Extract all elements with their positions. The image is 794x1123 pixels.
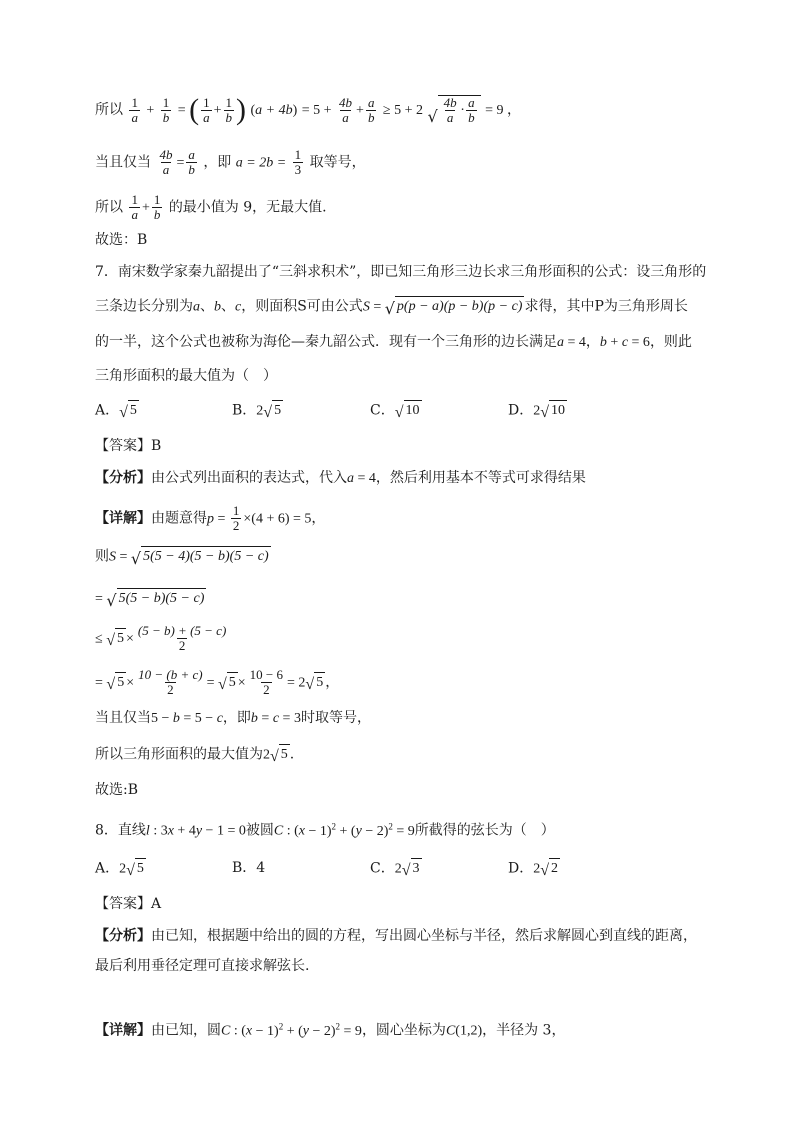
detail-text-radius: ，半径为 3， [482,1022,566,1039]
text-ie-2: ，即 [222,710,251,726]
q8-option-d: D．2 √ 2 [508,858,560,880]
q8-option-a: A．2 √ 5 [95,858,146,880]
text-a-eq-2b: a = 2b = [235,155,287,171]
analysis-text-b: ，然后利用基本不等式可求得结果 [375,470,586,486]
choose-b-line: 故选：B [95,232,148,248]
q7-analysis: 【分析】由公式列出面积的表达式，代入a = 4，然后利用基本不等式可求得结果 [95,470,586,486]
text-line: 8．直线 [95,822,146,839]
q7-choose: 故选:B [95,782,139,798]
text-where-p: 求得，其中P为三角形周长 [524,298,688,315]
text-chord: 所截得的弦长为（ ） [414,822,555,839]
text-a-plus-4b: a + 4b [255,103,293,118]
q8-analysis-2: 最后利用垂径定理可直接求解弦长. [95,958,310,974]
sqrt-product: √ $\frac{4b}{a}$ · $\frac{a}{b}$ [427,95,480,125]
q8-option-c: C．2 √ 3 [370,858,422,880]
detail-text-circle: 由已知，圆 [151,1022,221,1039]
q7-option-c: C． √ 10 [370,400,422,421]
text-max: 所以三角形面积的最大值为 [95,746,263,763]
q7-step-3: ≤ √ 5 × $\frac{(5 - b) + (5 - c)}{2}$ [95,623,227,653]
text-eq-9: = 9 ， [485,103,521,118]
text-so: 所以 [95,102,123,118]
equality-condition-line: 当且仅当 $\frac{4b}{a}$ = $\frac{a}{b}$ ，即 a = 2b = $\frac{1}{3}$ 取等号， [95,147,366,177]
inequality-line: 所以 $\frac{1}{a}$ + $\frac{1}{b}$ = ( $\frac{1}{a}$ + $\frac{1}{b}$ ) (a + 4b) = 5 + $\frac{4b}{a}$ + $\frac{a}{b}$ ≥ 5 + 2 √ $\frac{4b}{a}$ · $\frac{a}{b}$ = 9 ， [95,93,521,126]
q7-option-d: D．2 √ 10 [508,400,567,422]
q7-line-4: 三角形面积的最大值为（ ） [95,368,277,384]
q7-answer: 【答案】B [95,438,162,454]
text-then-s: 则 [95,548,109,565]
q7-max: 所以三角形面积的最大值为2 √ 5 . [95,744,294,766]
text-heron: 的一半，这个公式也被称为海伦—秦九韶公式．现有一个三角形的边长满足 [95,334,557,350]
text-ie: ，即 [203,154,232,171]
q7-line-2: 三条边长分别为a、b、c，则面积S可由公式S = √ p(p − a)(p − b)(p − c) 求得，其中P为三角形周长 [95,296,688,318]
q7-detail-p: 【详解】由题意得p = $\frac{1}{2}$ ×(4 + 6) = 5， [95,503,326,533]
text-period: . [289,746,295,763]
q8-answer: 【答案】A [95,896,162,912]
q7-step-1: 则S = √ 5(5 − 4)(5 − b)(5 − c) [95,546,271,568]
text-ge: ≥ 5 + 2 [382,103,423,118]
text-iff: 当且仅当 [95,154,151,171]
q7-step-2: = √ 5(5 − b)(5 − c) [95,588,206,610]
text-min-9: 的最小值为 9，无最大值. [168,199,327,216]
text-by-circle: 被圆 [245,822,274,839]
analysis-tag: 【分析】 [95,470,151,486]
text-eq-5: = 5 + [301,103,336,118]
text-take-eq-2: 时取等号， [300,710,371,726]
text-area-formula: ，则面积S可由公式 [241,298,363,315]
detail-text-a: 由题意得 [151,510,207,527]
fraction-1-over-a: $\frac{1}{a}$ [131,94,138,125]
detail-tag: 【详解】 [95,510,151,527]
text-eq: = [177,103,190,118]
q8-option-b: B．4 [232,860,266,876]
q8-detail: 【详解】由已知，圆C : $(x - 1)^2 + (y - 2)^2 = 9$，圆心坐标为C(1,2)，半径为 3， [95,1021,566,1039]
fraction-1-over-b: $\frac{1}{b}$ [162,94,170,125]
q8-line-1: 8．直线l : 3x + 4y − 1 = 0被圆C : $(x - 1)^2 + (y - 2)^2 = 9$所截得的弦长为（ ） [95,821,555,839]
q7-eq-condition: 当且仅当5 − b = 5 − c，即b = c = 3时取等号， [95,710,371,726]
min-value-line: 所以 $\frac{1}{a}$ + $\frac{1}{b}$ 的最小值为 9，无最大值. [95,192,327,222]
text-then: ，则此 [649,334,692,350]
q7-option-b: B．2 √ 5 [232,400,283,422]
text-iff-2: 当且仅当 [95,710,151,726]
q7-line-3: 的一半，这个公式也被称为海伦—秦九韶公式．现有一个三角形的边长满足a = 4，b + c = 6，则此 [95,334,692,350]
text-take-eq: 取等号， [309,154,366,171]
analysis-text-a: 由公式列出面积的表达式，代入 [151,470,347,486]
q7-line-1: 7．南宋数学家秦九韶提出了“三斜求积术”，即已知三角形三边长求三角形面积的公式：设三角形的 [95,264,707,280]
analysis-tag-2: 【分析】 [95,928,151,944]
q7-option-a: A． √ 5 [95,400,139,421]
text-so-2: 所以 [95,199,123,216]
detail-tag-2: 【详解】 [95,1022,151,1039]
q8-analysis-1 [95,926,697,946]
analysis-text-1: 由已知，根据题中给出的圆的方程，写出圆心坐标与半径，然后求解圆心到直线的距离， [151,928,697,944]
text-sides: 三条边长分别为 [95,298,193,315]
detail-text-center: ，圆心坐标为 [361,1022,446,1039]
q7-step-4: = √ 5 × $\frac{10 - (b + c)}{2}$ = √ 5 × $\frac{10 - 6}{2}$ = 2 √ 5 ， [95,667,340,697]
